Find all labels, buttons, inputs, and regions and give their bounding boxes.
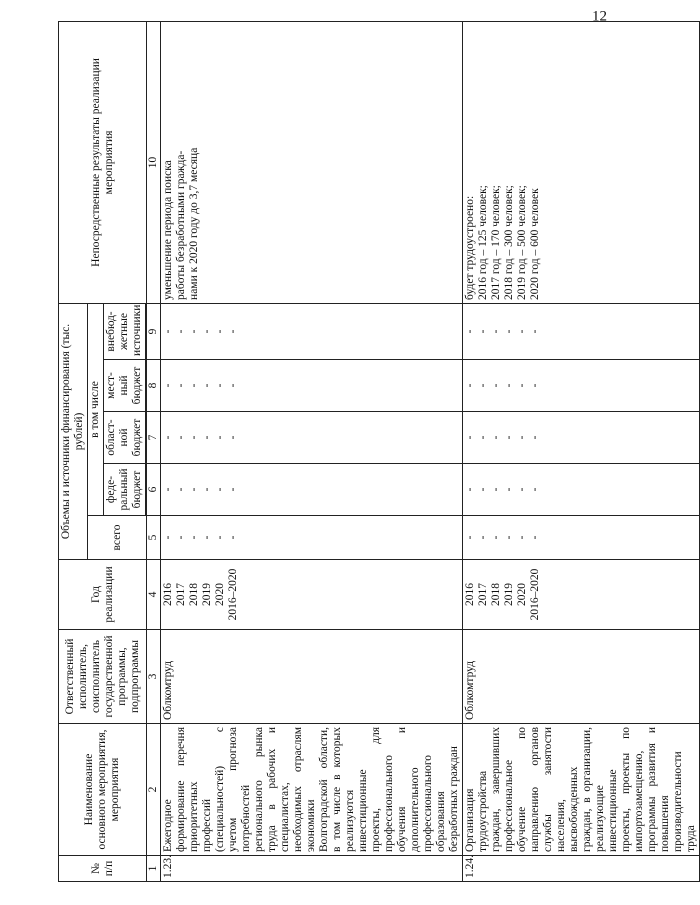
- years: 2016 2017 2018 2019 2020 2016–2020: [463, 560, 700, 630]
- col-number: 8: [147, 360, 161, 412]
- executor: Облкомтруд: [463, 630, 700, 724]
- header-funding: Объемы и источники финансирования (тыс. рублей): [59, 303, 88, 559]
- extra-values: - - - - - -: [463, 303, 700, 359]
- federal-values: - - - - - -: [463, 464, 700, 516]
- measure-name: Организация трудоустройства граждан, завершивших профессиональное обучение по направлению органов службы занятости населения, высвобожденных граждан, в организации, реализующие инвестиционные проекты, проекты по импортозамещению, программы развития и повышения производительности труда: [463, 724, 700, 856]
- col-number: 10: [147, 21, 161, 303]
- federal-values: - - - - - -: [161, 464, 463, 516]
- col-number: 4: [147, 560, 161, 630]
- header-no: № п/п: [59, 856, 147, 882]
- funding-table: [58, 21, 700, 882]
- header-local: мест- ный бюджет: [104, 360, 146, 412]
- table-row: [463, 21, 700, 881]
- local-values: - - - - - -: [463, 360, 700, 412]
- col-number: 5: [147, 516, 161, 560]
- table-row: [161, 21, 463, 881]
- page-number: 12: [592, 8, 607, 25]
- header-total: всего: [88, 516, 147, 560]
- executor: Облкомтруд: [161, 630, 463, 724]
- total-values: - - - - - -: [161, 516, 463, 560]
- measure-name: Ежегодное формирование перечня приоритетных профессий (специальностей) с учетом прогноза потребностей регионального рынка труда в рабочих и специалистах, необходимых отраслям экономики Волгоградской области, в том числе в которых реализуются инвестиционные проекты, для профессионального обучения и дополнительного профессионального образования безработных граждан: [161, 724, 463, 856]
- header-result: Непосредственные результаты реализации мероприятия: [59, 21, 147, 303]
- rotated-page-content: [58, 8, 697, 882]
- header-executor: Ответственный исполнитель, соисполнитель государственной программы, подпрограммы: [59, 630, 147, 724]
- col-number: 9: [147, 303, 161, 359]
- years: 2016 2017 2018 2019 2020 2016–2020: [161, 560, 463, 630]
- total-values: - - - - - -: [463, 516, 700, 560]
- header-extra: внебюд- жетные источники: [104, 303, 146, 359]
- col-number: 1: [147, 856, 161, 882]
- header-year: Год реализации: [59, 560, 147, 630]
- regional-values: - - - - - -: [463, 412, 700, 464]
- col-number: 7: [147, 412, 161, 464]
- col-number: 6: [147, 464, 161, 516]
- row-number: 1.23.: [161, 856, 463, 882]
- header-incl: в том числе: [88, 303, 104, 515]
- local-values: - - - - - -: [161, 360, 463, 412]
- extra-values: - - - - - -: [161, 303, 463, 359]
- col-number: 3: [147, 630, 161, 724]
- result: будет трудоустроено: 2016 год – 125 человек; 2017 год – 170 человек; 2018 год – 300 человек; 2019 год – 500 человек; 2020 год – 600 человек: [463, 21, 700, 303]
- regional-values: - - - - - -: [161, 412, 463, 464]
- row-number: 1.24.: [463, 856, 700, 882]
- header-name: Наименование основного мероприятия, мероприятия: [59, 724, 147, 856]
- col-number: 2: [147, 724, 161, 856]
- result: уменьшение периода поиска работы безработными гражда- нами к 2020 году до 3,7 месяца: [161, 21, 463, 303]
- header-regional: област- ной бюджет: [104, 412, 146, 464]
- header-federal: феде- ральный бюджет: [104, 464, 146, 516]
